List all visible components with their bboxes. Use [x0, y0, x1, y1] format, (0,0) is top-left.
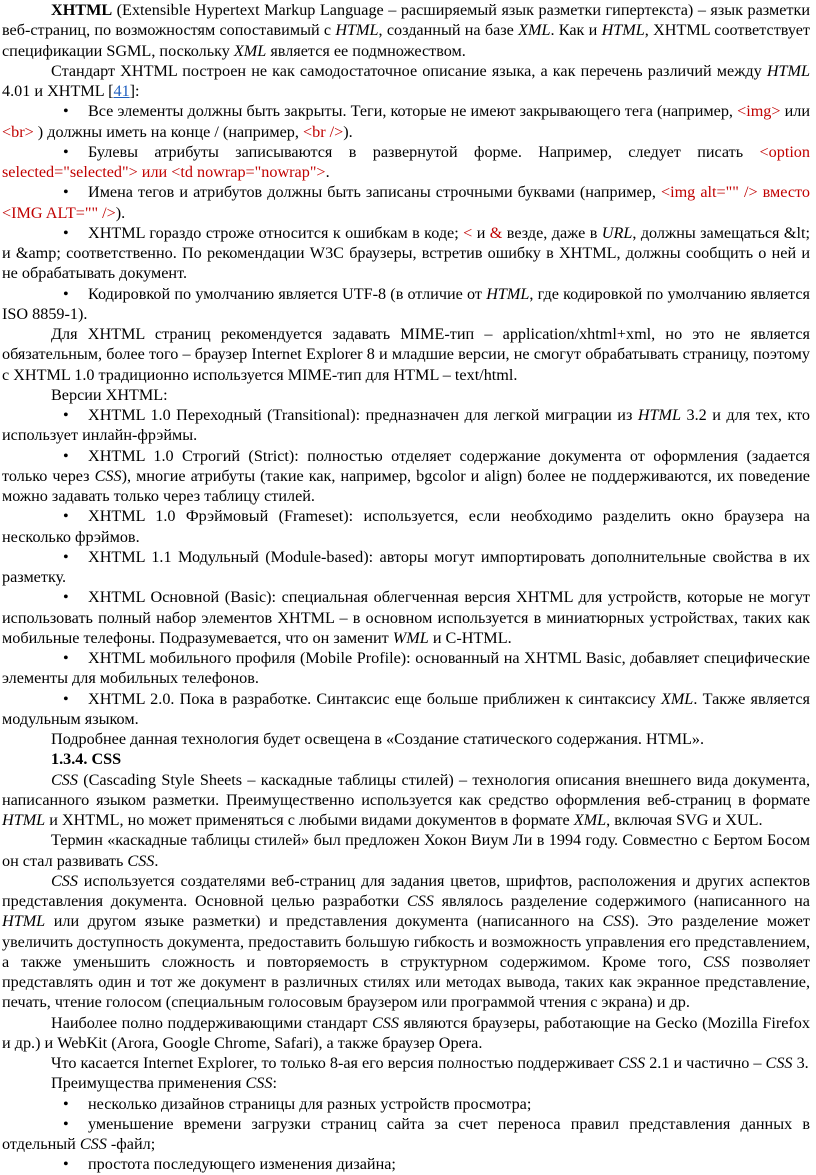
list-item: • несколько дизайнов страницы для разных устройств просмотра;	[2, 1094, 810, 1114]
list-item: • Кодировкой по умолчанию является UTF-8 (в отличие от HTML, где кодировкой по умолчанию является ISO 8859-1).	[2, 284, 810, 325]
list-item: • Имена тегов и атрибутов должны быть записаны строчными буквами (например, <img alt="" /> вместо <IMG ALT="" />).	[2, 182, 810, 223]
list-item: • XHTML мобильного профиля (Mobile Profile): основанный на XHTML Basic, добавляет специфические элементы для мобильных телефонов.	[2, 648, 810, 689]
list-item: • XHTML 1.0 Фрэймовый (Frameset): используется, если необходимо разделить окно браузера на несколько фрэймов.	[2, 506, 810, 547]
list-item: • XHTML гораздо строже относится к ошибкам в коде; < и & везде, даже в URL, должны замещаться &lt; и &amp; соответственно. По рекомендации W3C браузеры, встретив ошибку в XHTML, должны сообщить о ней и не обрабатывать документ.	[2, 223, 810, 284]
term-xhtml: XHTML	[51, 1, 113, 19]
paragraph-advantages: Преимущества применения CSS:	[51, 1074, 277, 1093]
paragraph-versions-heading: Версии XHTML:	[51, 385, 168, 404]
list-item: • XHTML 1.1 Модульный (Module-based): авторы могут импортировать дополнительные свойства в их разметку.	[2, 547, 810, 588]
section-heading: 1.3.4. CSS	[51, 750, 122, 769]
paragraph-css-purpose: CSS используется создателями веб-страниц для задания цветов, шрифтов, расположения и других аспектов представления документа. Основной целью разработки CSS являлось разделение содержимого (написанного на HTML или другом языке разметки) и представления документа (написанного на CSS). Это разделение может увеличить доступность документа, предоставить большую гибкость и возможность управления его представлением, а также уменьшить сложность и повторяемость в структурном содержимом. Кроме того, CSS позволяет представлять один и тот же документ в различных стилях или методах вывода, таких как экранное представление, печать, чтение голосом (специальным голосовым браузером или программой чтения с экрана) и др.	[2, 871, 810, 1012]
list-item: • XHTML 1.0 Переходный (Transitional): предназначен для легкой миграции из HTML 3.2 и для тех, кто использует инлайн-фрэймы.	[2, 405, 810, 446]
list-item: • Все элементы должны быть закрыты. Теги, которые не имеют закрывающего тега (например, <img> или <br> ) должны иметь на конце / (например, <br />).	[2, 101, 810, 142]
paragraph-xhtml-definition: XHTML (Extensible Hypertext Markup Language – расширяемый язык разметки гипертекста) – язык разметки веб-страниц, по возможностям сопоставимый с HTML, созданный на базе XML. Как и HTML, XHTML соответствует спецификации SGML, поскольку XML является ее подмножеством.	[2, 1, 810, 60]
paragraph-xhtml-standard: Стандарт XHTML построен не как самодостаточное описание языка, а как перечень различий между HTML 4.01 и XHTML [41]:	[2, 61, 810, 100]
list-item: • простота последующего изменения дизайна;	[2, 1154, 810, 1174]
paragraph-browser-support: Наиболее полно поддерживающими стандарт CSS являются браузеры, работающие на Gecko (Mozilla Firefox и др.) и WebKit (Arora, Google Chrome, Safari), а также браузер Opera.	[2, 1013, 810, 1052]
list-item: • уменьшение времени загрузки страниц сайта за счет переноса правил представления данных в отдельный CSS -файл;	[2, 1114, 810, 1155]
list-item: • XHTML 1.0 Строгий (Strict): полностью отделяет содержание документа от оформления (задается только через CSS), многие атрибуты (такие как, например, bgcolor и align) более не поддерживаются, их поведение можно задавать только через таблицу стилей.	[2, 446, 810, 507]
paragraph-mime-type: Для XHTML страниц рекомендуется задавать MIME-тип – application/xhtml+xml, но это не является обязательным, более того – браузер Internet Explorer 8 и младшие версии, не смогут обрабатывать страницу, поэтому с XHTML 1.0 традиционно используется MIME-тип для HTML – text/html.	[2, 325, 810, 384]
reference-link[interactable]: 41	[113, 82, 130, 100]
list-item: • XHTML Основной (Basic): специальная облегченная версия XHTML для устройств, которые не могут использовать полный набор элементов XHTML – в основном используется в миниатюрных устройствах, таких как мобильные телефоны. Подразумевается, что он заменит WML и C-HTML.	[2, 587, 810, 648]
paragraph-css-history: Термин «каскадные таблицы стилей» был предложен Хокон Виум Ли в 1994 году. Совместно с Бертом Босом он стал развивать CSS.	[2, 831, 810, 870]
paragraph-more-info: Подробнее данная технология будет освещена в «Создание статического содержания. HTML».	[51, 730, 705, 748]
list-item: • Булевы атрибуты записываются в развернутой форме. Например, следует писать <option selected="selected"> или <td nowrap="nowrap">.	[2, 142, 810, 183]
paragraph-css-definition: CSS (Cascading Style Sheets – каскадные таблицы стилей) – технология описания внешнего вида документа, написанного языком разметки. Преимущественно используется как средство оформления веб-страниц в формате HTML и XHTML, но может применяться с любыми видами документов в формате XML, включая SVG и XUL.	[2, 770, 810, 829]
list-item: • XHTML 2.0. Пока в разработке. Синтаксис еще больше приближен к синтаксису XML. Также является модульным языком.	[2, 689, 810, 730]
paragraph-internet-explorer: Что касается Internet Explorer, то только 8-ая его версия полностью поддерживает CSS 2.1 и частично – CSS 3.	[51, 1054, 809, 1072]
